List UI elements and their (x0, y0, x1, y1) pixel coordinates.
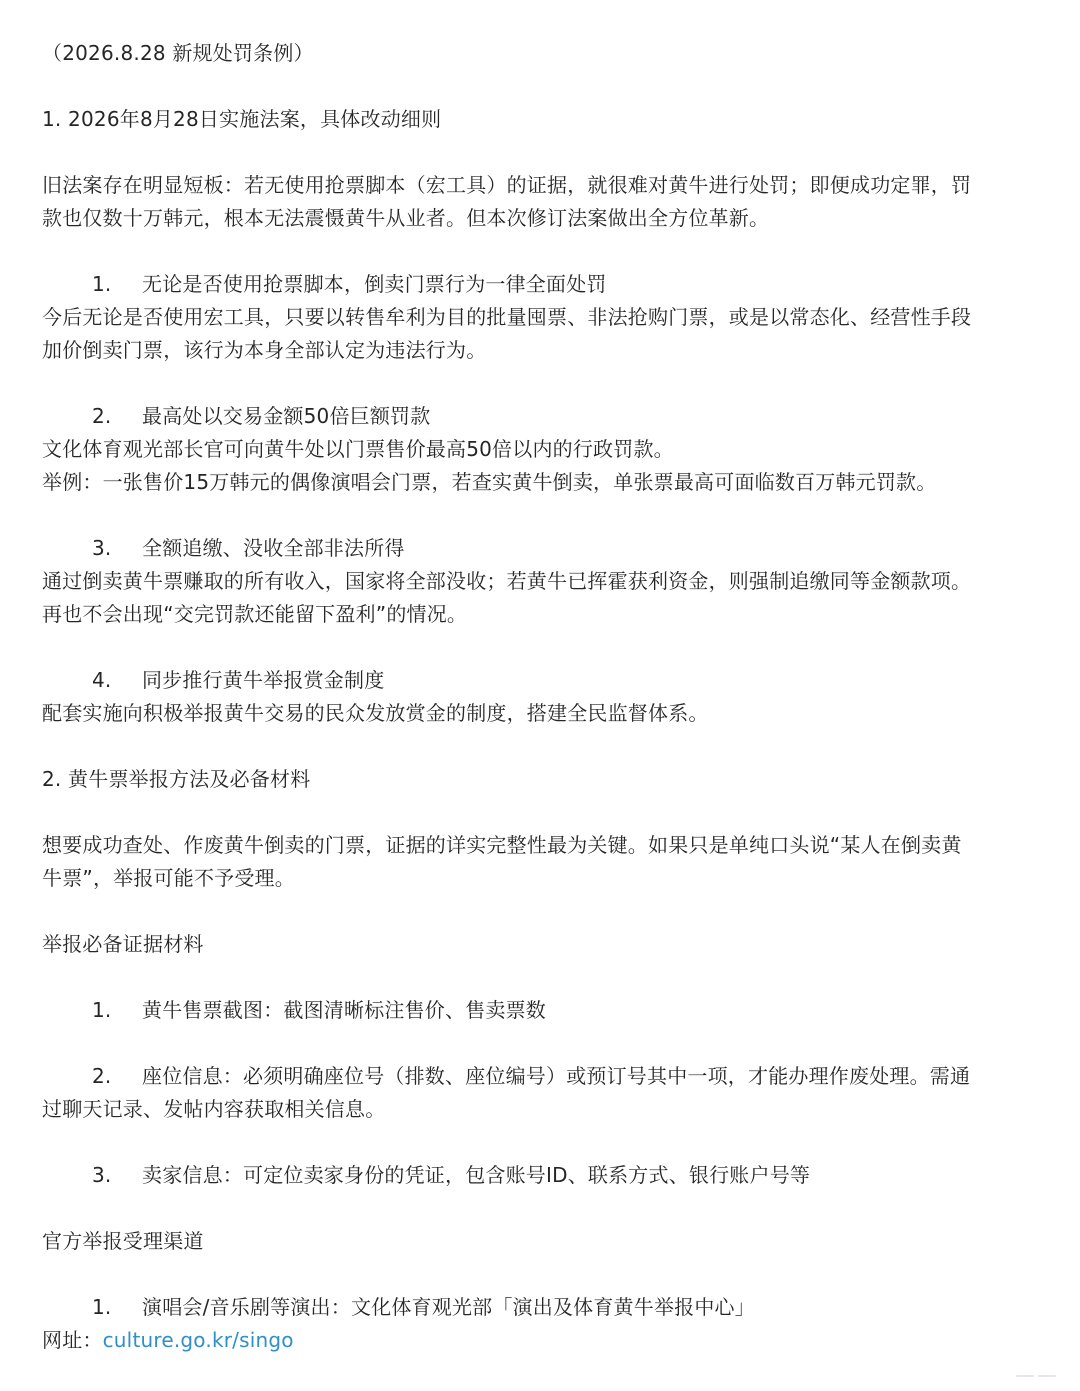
rule-item-number: 4. (92, 668, 112, 692)
evidence-item-1 (42, 994, 1052, 1027)
rule-item-title (42, 532, 1052, 565)
intro-line: 款也仅数十万韩元，根本无法震慑黄牛从业者。但本次修订法案做出全方位革新。 (42, 206, 770, 230)
rule-item-title-text: 无论是否使用抢票脚本，倒卖门票行为一律全面处罚 (142, 272, 607, 296)
intro-line: 牛票”，举报可能不予受理。 (42, 866, 295, 890)
rule-item-4 (42, 664, 1052, 730)
rule-item-line: 举例：一张售价15万韩元的偶像演唱会门票，若查实黄牛倒卖，单张票最高可面临数百万韩元罚款。 (42, 470, 937, 494)
rule-item-number: 2. (92, 404, 112, 428)
rule-item-line: 文化体育观光部长官可向黄牛处以门票售价最高50倍以内的行政罚款。 (42, 437, 674, 461)
rule-item-title-text: 同步推行黄牛举报赏金制度 (142, 668, 385, 692)
evidence-item-text: 黄牛售票截图：截图清晰标注售价、售卖票数 (142, 998, 546, 1022)
rule-item-title-text: 全额追缴、没收全部非法所得 (142, 536, 405, 560)
rule-item-title (42, 268, 1052, 301)
rule-item-title (42, 400, 1052, 433)
rule-item-1 (42, 268, 1052, 367)
channel-item-text: 演唱会/音乐剧等演出：文化体育观光部「演出及体育黄牛举报中心」 (142, 1295, 755, 1319)
document-body (42, 37, 1052, 1357)
intro-line: 旧法案存在明显短板：若无使用抢票脚本（宏工具）的证据，就很难对黄牛进行处罚；即便成功定罪，罚 (42, 173, 972, 197)
rule-item-line: 通过倒卖黄牛票赚取的所有收入，国家将全部没收；若黄牛已挥霍获利资金，则强制追缴同等金额款项。 (42, 569, 972, 593)
rule-item-line: 今后无论是否使用宏工具，只要以转售牟利为目的批量囤票、非法抢购门票，或是以常态化、经营性手段 (42, 305, 972, 329)
rule-item-line: 再也不会出现“交完罚款还能留下盈利”的情况。 (42, 602, 468, 626)
evidence-item-number: 3. (92, 1163, 112, 1187)
section1-title: 1. 2026年8月28日实施法案，具体改动细则 (42, 107, 442, 131)
rule-item-title-text: 最高处以交易金额50倍巨额罚款 (142, 404, 431, 428)
website-line (42, 1324, 1052, 1357)
rule-item-number: 1. (92, 272, 112, 296)
evidence-item-3 (42, 1159, 1052, 1192)
section1-intro (42, 169, 1052, 235)
channels-heading: 官方举报受理渠道 (42, 1229, 204, 1253)
evidence-item-line: 过聊天记录、发帖内容获取相关信息。 (42, 1097, 386, 1121)
intro-line: 想要成功查处、作废黄牛倒卖的门票，证据的详实完整性最为关键。如果只是单纯口头说“某人在倒卖黄 (42, 833, 962, 857)
rule-item-3 (42, 532, 1052, 631)
channel-item-1 (42, 1291, 1052, 1324)
evidence-item-text: 座位信息：必须明确座位号（排数、座位编号）或预订号其中一项，才能办理作废处理。需通 (142, 1064, 971, 1088)
horizontal-scroll-indicator[interactable] (1016, 1371, 1060, 1381)
section2-title: 2. 黄牛票举报方法及必备材料 (42, 767, 311, 791)
rule-item-line: 加价倒卖门票，该行为本身全部认定为违法行为。 (42, 338, 487, 362)
evidence-item-number: 2. (92, 1064, 112, 1088)
website-link[interactable]: culture.go.kr/singo (102, 1328, 294, 1352)
rule-item-title (42, 664, 1052, 697)
evidence-heading: 举报必备证据材料 (42, 932, 204, 956)
rule-item-line: 配套实施向积极举报黄牛交易的民众发放赏金的制度，搭建全民监督体系。 (42, 701, 709, 725)
website-label: 网址： (42, 1328, 103, 1352)
evidence-item-number: 1. (92, 998, 112, 1022)
channel-item-number: 1. (92, 1295, 112, 1319)
scroll-indicator-segment (1038, 1375, 1056, 1377)
rule-item-number: 3. (92, 536, 112, 560)
scroll-indicator-segment (1016, 1375, 1034, 1377)
evidence-item-2 (42, 1060, 1052, 1126)
evidence-item-text: 卖家信息：可定位卖家身份的凭证，包含账号ID、联系方式、银行账户号等 (142, 1163, 811, 1187)
rule-item-2 (42, 400, 1052, 499)
section2-intro (42, 829, 1052, 895)
evidence-item-title (42, 1060, 1052, 1093)
doc-header: （2026.8.28 新规处罚条例） (42, 41, 314, 65)
